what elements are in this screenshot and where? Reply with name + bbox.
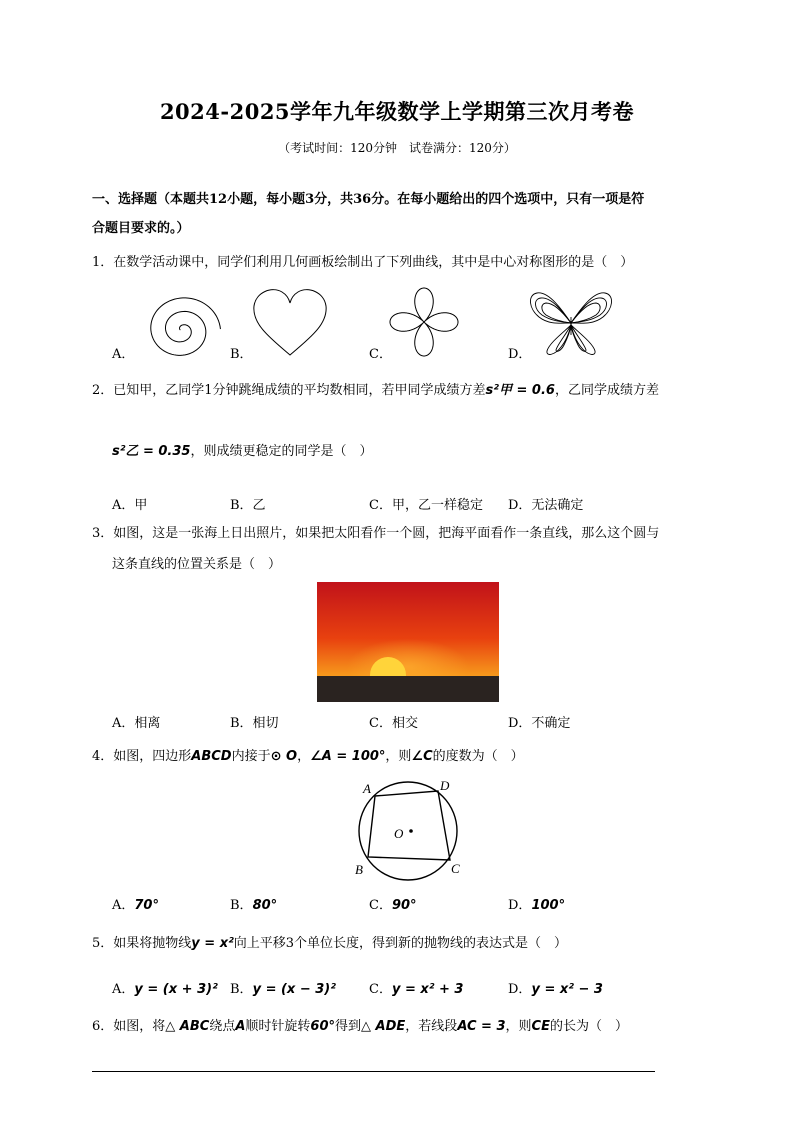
q5-stem [92,934,567,954]
q4-option-a-value: 70° [134,898,159,913]
q3-option-a[interactable]: A．相离 [112,716,161,731]
q6-stem-a: 6．如图，将 [92,1019,166,1034]
q4-stem-e: 的度数为（ ） [432,749,524,764]
section-heading-line1: 一、选择题（本题共12小题，每小题3分，共36分。在每小题给出的四个选项中，只有一项是符 [92,192,645,207]
q5-option-c[interactable] [369,978,463,997]
q2-stem-a: 2．已知甲，乙同学1分钟跳绳成绩的平均数相同，若甲同学成绩方差 [92,383,486,398]
q2-stem-line1 [92,381,659,401]
vertex-label-c: C [451,861,460,876]
q6-segment-ce: CE [531,1019,550,1034]
q5-option-d[interactable] [508,978,603,997]
q4-stem [92,747,524,767]
spiral-icon [130,288,220,358]
q3-option-c[interactable]: C．相交 [369,716,418,731]
q4-option-b-prefix: B． [230,898,253,913]
q2-stem-c: ，则成绩更稳定的同学是（ ） [190,444,373,459]
q6-stem-d: 得到 [335,1019,362,1034]
q1-option-d[interactable]: D． [508,347,532,362]
q4-option-c[interactable] [369,894,417,913]
butterfly-icon [527,287,615,357]
q4-option-d-value: 100° [531,898,566,913]
heart-icon [250,286,330,358]
four-leaf-flower-icon [388,288,460,356]
q3-stem-line2: 这条直线的位置关系是（ ） [112,557,282,572]
q6-stem-f: ，则 [505,1019,532,1034]
q6-triangle-abc: △ ABC [165,1019,210,1034]
q1-option-a[interactable]: A． [112,347,135,362]
q3-option-b[interactable]: B．相切 [230,716,279,731]
q6-point-a: A [235,1019,246,1034]
q3-stem-line1: 3．如图，这是一张海上日出照片，如果把太阳看作一个圆，把海平面看作一条直线，那么这个圆与 [92,526,660,541]
q5-parabola: y = x² [191,936,234,951]
q5-option-c-value: y = x² + 3 [391,982,464,997]
q4-option-a[interactable] [112,894,159,913]
q4-circle-label: ⊙ O [270,749,298,764]
vertex-label-a: A [363,781,371,796]
sunrise-photo [317,582,499,702]
q4-quad-label: ABCD [191,749,232,764]
q3-option-d[interactable]: D．不确定 [508,716,571,731]
q6-stem [92,1017,628,1037]
q2-variance-jia: s²甲 = 0.6 [485,383,555,398]
q5-option-b[interactable] [230,978,336,997]
vertex-label-d: D [440,778,450,793]
q5-option-b-prefix: B． [230,982,253,997]
q2-option-a[interactable]: A．甲 [112,498,148,513]
q4-stem-a: 4．如图，四边形 [92,749,192,764]
q2-stem-b: ，乙同学成绩方差 [554,383,659,398]
q5-option-a-value: y = (x + 3)² [134,982,218,997]
center-label-o: O [394,826,404,841]
q4-option-b[interactable] [230,894,277,913]
q5-option-d-prefix: D． [508,982,532,997]
q2-option-d[interactable]: D．无法确定 [508,498,584,513]
q4-option-a-prefix: A． [112,898,135,913]
footer-rule [92,1071,655,1072]
sea-surface [317,676,499,702]
q5-option-c-prefix: C． [369,982,392,997]
q4-angle-c: ∠C [411,749,433,764]
q5-option-a-prefix: A． [112,982,135,997]
q4-option-b-value: 80° [252,898,278,913]
inscribed-quadrilateral-figure [352,776,468,882]
q6-stem-e: ，若线段 [405,1019,458,1034]
q4-stem-d: ，则 [385,749,412,764]
q6-segment-ac: AC = 3 [457,1019,506,1034]
q6-stem-g: 的长为（ ） [549,1019,628,1034]
q5-option-a[interactable] [112,978,218,997]
q4-stem-b: 内接于 [231,749,271,764]
exam-title: 2024-2025学年九年级数学上学期第三次月考卷 [159,99,635,124]
q1-option-b[interactable]: B． [230,347,253,362]
q6-stem-c: 顺时针旋转 [245,1019,311,1034]
q2-variance-yi: s²乙 = 0.35 [112,444,191,459]
q2-option-b[interactable]: B．乙 [230,498,266,513]
q5-option-b-value: y = (x − 3)² [252,982,336,997]
q6-rotation-angle: 60° [310,1019,336,1034]
q4-stem-c: ， [297,749,311,764]
q2-option-c[interactable]: C．甲，乙一样稳定 [369,498,483,513]
q1-stem: 1．在数学活动课中，同学们利用几何画板绘制出了下列曲线，其中是中心对称图形的是（ ） [92,255,634,270]
q6-triangle-ade: △ ADE [361,1019,406,1034]
vertex-label-b: B [355,862,363,877]
q4-option-c-value: 90° [391,898,417,913]
q5-stem-a: 5．如果将抛物线 [92,936,192,951]
q4-angle-a: ∠A = 100° [310,749,386,764]
q6-stem-b: 绕点 [209,1019,236,1034]
q4-option-c-prefix: C． [369,898,392,913]
q4-option-d-prefix: D． [508,898,532,913]
q4-option-d[interactable] [508,894,565,913]
q5-stem-b: 向上平移3个单位长度，得到新的抛物线的表达式是（ ） [233,936,568,951]
q1-option-c[interactable]: C． [369,347,392,362]
q2-stem-line2 [112,442,372,462]
section-heading-line2: 合题目要求的。） [92,221,190,236]
exam-subtitle: （考试时间：120分钟 试卷满分：120分） [278,141,516,155]
q5-option-d-value: y = x² − 3 [531,982,603,997]
